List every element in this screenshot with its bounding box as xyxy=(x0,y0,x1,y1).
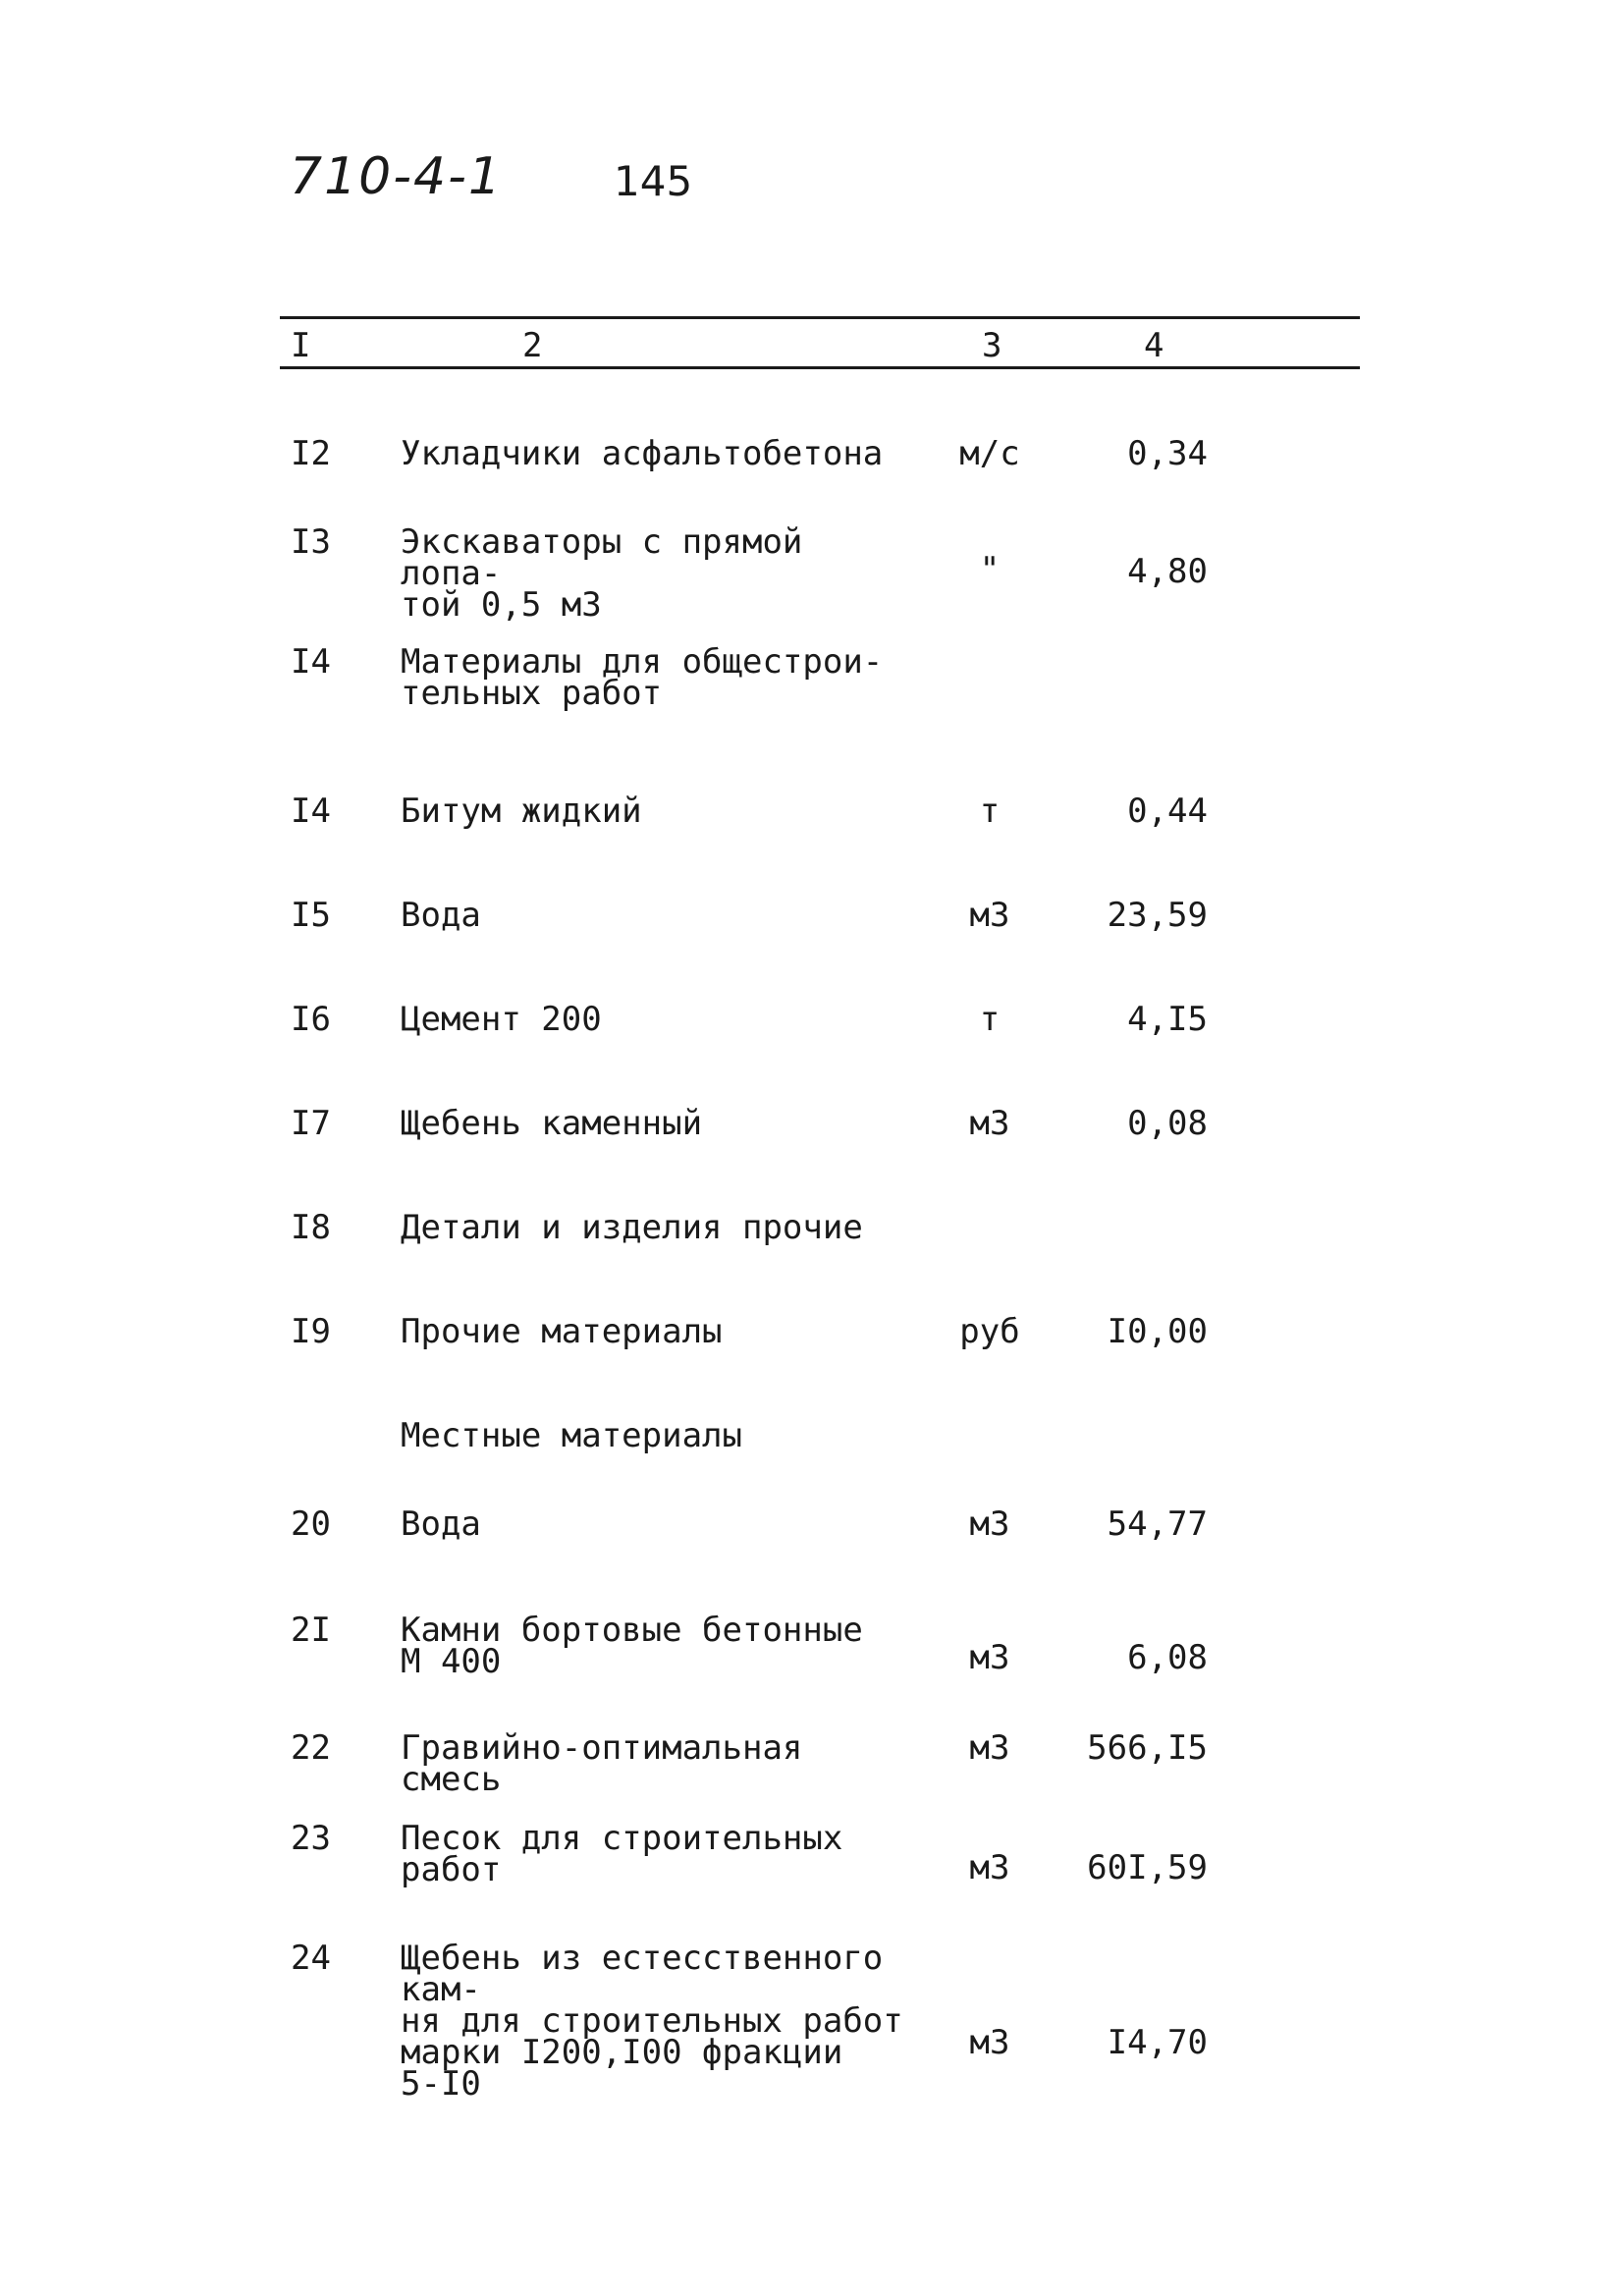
row-unit: " xyxy=(979,550,1001,589)
row-name: Цемент 200 xyxy=(401,1000,602,1039)
row-number: I3 xyxy=(291,522,331,562)
row-number: I5 xyxy=(291,896,331,935)
row-number: I4 xyxy=(291,642,331,682)
document-code: 710-4-1 xyxy=(290,147,503,206)
row-quantity: 0,08 xyxy=(1127,1104,1208,1143)
row-number: 22 xyxy=(291,1728,331,1768)
row-number: I9 xyxy=(291,1312,331,1351)
page-number: 145 xyxy=(614,157,693,205)
row-quantity: 4,80 xyxy=(1127,552,1208,591)
table-top-rule xyxy=(280,316,1360,319)
row-quantity: I0,00 xyxy=(1107,1312,1208,1351)
row-name: Вода xyxy=(401,896,481,935)
row-quantity: I4,70 xyxy=(1107,2023,1208,2062)
row-name: Прочие материалы xyxy=(401,1312,723,1351)
row-name: Материалы для общестрои- тельных работ xyxy=(401,642,884,713)
row-unit: м3 xyxy=(969,896,1010,935)
row-quantity: 4,I5 xyxy=(1127,1000,1208,1039)
row-unit: м3 xyxy=(969,2023,1010,2062)
column-header-4: 4 xyxy=(1144,326,1164,365)
row-number: I6 xyxy=(291,1000,331,1039)
row-number: 24 xyxy=(291,1939,331,1978)
table-header-rule xyxy=(280,366,1360,369)
row-name: Песок для строительных работ xyxy=(401,1819,843,1889)
row-number: I8 xyxy=(291,1208,331,1247)
row-number: 20 xyxy=(291,1504,331,1544)
row-quantity: 54,77 xyxy=(1107,1504,1208,1544)
column-header-1: I xyxy=(291,326,311,365)
row-name: Детали и изделия прочие xyxy=(401,1208,863,1247)
row-name: Щебень из естесcтвенного кам- ня для строительных работ марки I200,I00 фракции 5-I0 xyxy=(401,1939,903,2104)
row-number: I2 xyxy=(291,434,331,473)
row-unit: м3 xyxy=(969,1104,1010,1143)
row-unit: м3 xyxy=(969,1848,1010,1887)
row-quantity: 6,08 xyxy=(1127,1638,1208,1677)
row-unit: м3 xyxy=(969,1728,1010,1768)
row-unit: т xyxy=(979,1000,1001,1039)
row-number: 23 xyxy=(291,1819,331,1858)
row-number: I7 xyxy=(291,1104,331,1143)
row-unit: руб xyxy=(959,1312,1020,1351)
row-name: Битум жидкий xyxy=(401,792,642,831)
row-number: I4 xyxy=(291,792,331,831)
row-quantity: 60I,59 xyxy=(1087,1848,1208,1887)
section-heading: Местные материалы xyxy=(401,1416,742,1455)
column-header-2: 2 xyxy=(522,326,543,365)
column-header-3: 3 xyxy=(982,326,1002,365)
row-unit: м/с xyxy=(959,434,1020,473)
row-number: 2I xyxy=(291,1611,331,1650)
row-name: Гравийно-оптимальная смесь xyxy=(401,1728,803,1799)
row-name: Укладчики асфальтобетона xyxy=(401,434,884,473)
row-quantity: 0,34 xyxy=(1127,434,1208,473)
row-unit: м3 xyxy=(969,1638,1010,1677)
row-name: Экскаваторы с прямой лопа- той 0,5 м3 xyxy=(401,522,803,625)
row-name: Вода xyxy=(401,1504,481,1544)
row-quantity: 0,44 xyxy=(1127,792,1208,831)
row-name: Камни бортовые бетонные М 400 xyxy=(401,1611,863,1681)
row-unit: м3 xyxy=(969,1504,1010,1544)
row-name: Щебень каменный xyxy=(401,1104,703,1143)
row-unit: т xyxy=(979,792,1001,831)
row-quantity: 23,59 xyxy=(1107,896,1208,935)
row-quantity: 566,I5 xyxy=(1087,1728,1208,1768)
